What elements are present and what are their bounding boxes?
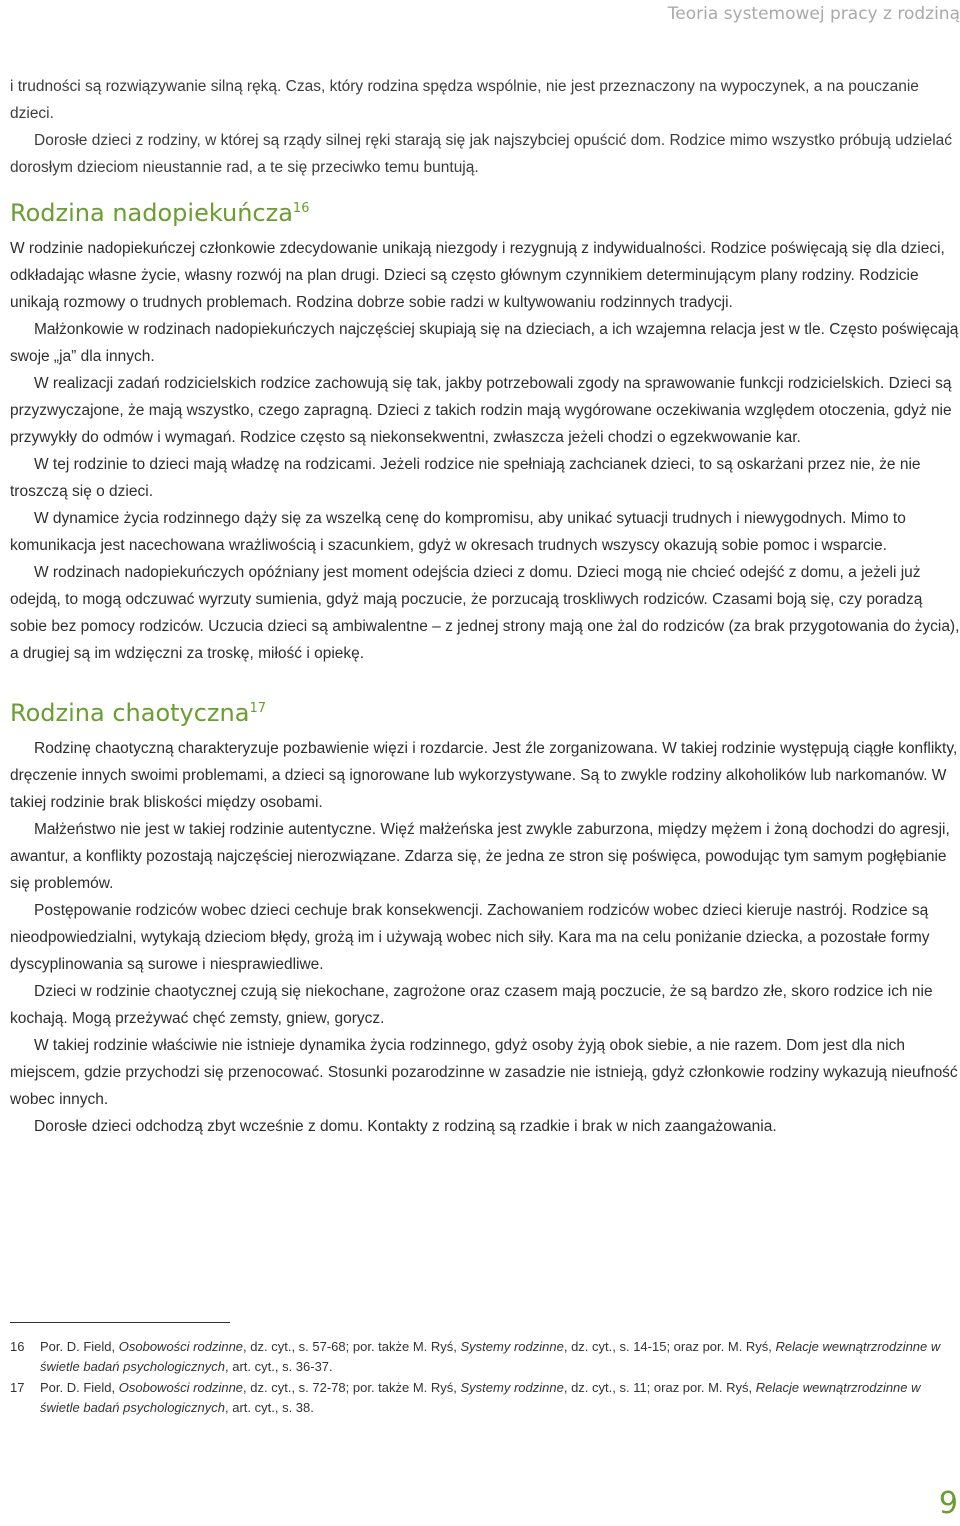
footnotes (10, 1337, 960, 1419)
paragraph: Postępowanie rodziców wobec dzieci cechuje brak konsekwencji. Zachowaniem rodziców wobec dzieci kieruje nastrój. Rodzice są nieodpowiedzialni, wytykają dzieciom błędy, grożą im i używają wobec nich siły. Kara ma na celu poniżanie dziecka, a pozostałe formy dyscyplinowania są surowe i niesprawiedliwe. (10, 902, 930, 973)
section-body (10, 235, 960, 667)
footnote-fragment: Por. D. Field, (40, 1339, 119, 1354)
footnote-number: 17 (10, 1380, 25, 1395)
footnote-title: Systemy rodzinne (460, 1339, 564, 1354)
paragraph: W realizacji zadań rodzicielskich rodzice zachowują się tak, jakby potrzebowali zgody na sprawowanie funkcji rodzicielskich. Dzieci są przyzwyczajone, że mają wszystko, czego zapragną. Dzieci z takich rodzin mają wygórowane oczekiwania względem otoczenia, gdyż nie przywykły do odmów i wymagań. Rodzice często są niekonsekwentni, zwłaszcza jeżeli chodzi o egzekwowanie kar. (10, 375, 952, 446)
paragraph: W tej rodzinie to dzieci mają władzę na rodzicami. Jeżeli rodzice nie spełniają zachcianek dzieci, to są oskarżani przez nie, że nie troszczą się o dzieci. (10, 456, 921, 500)
paragraph: W rodzinie nadopiekuńczej członkowie zdecydowanie unikają niezgody i rezygnują z indywidualności. Rodzice poświęcają się dla dzieci, odkładając własne życie, własny rozwój na plan drugi. Dzieci są często głównym czynnikiem determinującym plany rodziny. Rodzicie unikają rozmowy o trudnych problemach. Rodzina dobrze sobie radzi w kultywowaniu rodzinnych tradycji. (10, 240, 945, 311)
section-body (10, 735, 960, 1140)
paragraph: W takiej rodzinie właściwie nie istnieje dynamika życia rodzinnego, gdyż osoby żyją obok siebie, a nie razem. Dom jest dla nich miejscem, gdzie przychodzi się przenocować. Stosunki pozarodzinne w zasadzie nie istnieją, gdyż członkowie rodziny wykazują nieufność wobec innych. (10, 1037, 958, 1108)
paragraph: W dynamice życia rodzinnego dąży się za wszelką cenę do kompromisu, aby unikać sytuacji trudnych i niewygodnych. Mimo to komunikacja jest nacechowana wrażliwością i szacunkiem, gdyż w okresach trudnych wszyscy okazują sobie pomoc i wsparcie. (10, 510, 906, 554)
paragraph: Rodzinę chaotyczną charakteryzuje pozbawienie więzi i rozdarcie. Jest źle zorganizowana. W takiej rodzinie występują ciągłe konflikty, dręczenie innych swoimi problemami, a dzieci są ignorowane lub wykorzystywane. Są to zwykle rodziny alkoholików lub narkomanów. W takiej rodzinie brak bliskości między osobami. (10, 740, 958, 811)
intro-paragraph: Dorosłe dzieci z rodziny, w której są rządy silnej ręki starają się jak najszybciej opuścić dom. Rodzice mimo wszystko próbują udzielać dorosłym dzieciom nieustannie rad, a te się przeciwko temu buntują. (10, 132, 953, 176)
footnote-text (40, 1337, 960, 1377)
footnote-fragment: , dz. cyt., s. 14-15; oraz por. M. Ryś, (563, 1339, 776, 1354)
footnote-fragment: , dz. cyt., s. 11; oraz por. M. Ryś, (563, 1380, 756, 1395)
footnote-title: Relacje wewnątrzrodzinne w świetle badań psychologicznych (40, 1339, 941, 1374)
intro-paragraph: i trudności są rozwiązywanie silną ręką. Czas, który rodzina spędza wspólnie, nie jest przeznaczony na wypoczynek, a na pouczanie dzieci. (10, 78, 919, 122)
footnote-divider (10, 1322, 230, 1323)
footnote-fragment: Por. D. Field, (40, 1380, 119, 1395)
footnote-fragment: , art. cyt., s. 36-37. (225, 1359, 333, 1374)
running-head: Teoria systemowej pracy z rodziną (667, 4, 960, 24)
paragraph: Dorosłe dzieci odchodzą zbyt wcześnie z domu. Kontakty z rodziną są rzadkie i brak w nich zaangażowania. (34, 1118, 777, 1135)
footnote (10, 1378, 960, 1418)
paragraph: W rodzinach nadopiekuńczych opóźniany jest moment odejścia dzieci z domu. Dzieci mogą nie chcieć odejść z domu, a jeżeli już odejdą, to mogą odczuwać wyrzuty sumienia, gdyż mają poczucie, że porzucają troskliwych rodziców. Czasami boją się, czy poradzą sobie bez pomocy rodziców. Uczucia dzieci są ambiwalentne – z jednej strony mają one żal do rodziców (za brak przygotowania do życia), a drugiej są im wdzięczni za troskę, miłość i opiekę. (10, 564, 960, 662)
intro-section (10, 73, 960, 181)
footnote-number: 16 (10, 1339, 25, 1354)
footnote-title: Osobowości rodzinne (118, 1339, 244, 1354)
footnote-ref: 16 (292, 201, 310, 216)
section-title: Rodzina nadopiekuńcza (10, 199, 293, 227)
footnote-ref: 17 (249, 701, 266, 716)
page-body (10, 73, 960, 1140)
footnote-title: Osobowości rodzinne (118, 1380, 244, 1395)
footnote (10, 1337, 960, 1377)
section-heading (10, 193, 960, 229)
footnote-text (40, 1378, 960, 1418)
paragraph: Dzieci w rodzinie chaotycznej czują się niekochane, zagrożone oraz czasem mają poczucie, że są bardzo złe, skoro rodzice ich nie kochają. Mogą przeżywać chęć zemsty, gniew, gorycz. (10, 983, 933, 1027)
footnote-title: Systemy rodzinne (460, 1380, 564, 1395)
footnote-fragment: , dz. cyt., s. 57-68; por. także M. Ryś, (243, 1339, 461, 1354)
section-heading (10, 693, 960, 729)
section-title: Rodzina chaotyczna (10, 699, 250, 727)
footnote-title: Relacje wewnątrzrodzinne w świetle badań psychologicznych (40, 1380, 921, 1415)
footnote-fragment: , dz. cyt., s. 72-78; por. także M. Ryś, (243, 1380, 461, 1395)
footnote-fragment: , art. cyt., s. 38. (225, 1400, 314, 1415)
paragraph: Małżeństwo nie jest w takiej rodzinie autentyczne. Więź małżeńska jest zwykle zaburzona, między mężem i żoną dochodzi do agresji, awantur, a konflikty pozostają najczęściej nierozwiązane. Zdarza się, że jedna ze stron się poświęca, powodując tym samym pogłębianie się problemów. (10, 821, 950, 892)
paragraph: Małżonkowie w rodzinach nadopiekuńczych najczęściej skupiają się na dzieciach, a ich wzajemna relacja jest w tle. Często poświęcają swoje „ja” dla innych. (10, 321, 959, 365)
page-number: 9 (938, 1486, 958, 1521)
